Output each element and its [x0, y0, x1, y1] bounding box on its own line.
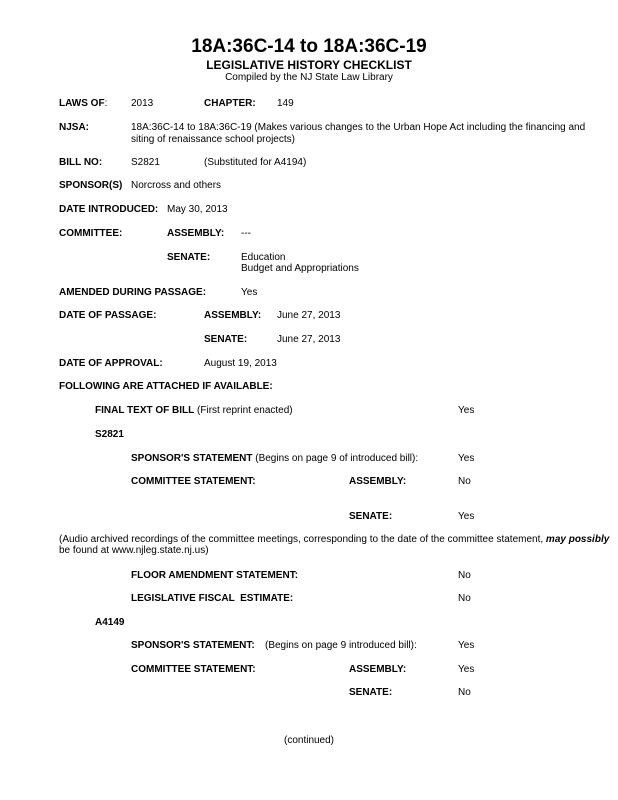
- final-text-note: (First reprint enacted): [194, 405, 293, 416]
- final-text-value: Yes: [458, 405, 475, 416]
- laws-of-colon: :: [104, 98, 108, 109]
- amended-value: Yes: [241, 287, 258, 298]
- audio-note-line-2: be found at www.njleg.state.nj.us): [59, 545, 209, 556]
- a4149-committee-stmt-label: COMMITTEE STATEMENT:: [131, 664, 256, 675]
- passage-senate-value: June 27, 2013: [277, 334, 341, 345]
- a4149-sponsor-stmt-value: Yes: [458, 640, 475, 651]
- attached-heading: FOLLOWING ARE ATTACHED IF AVAILABLE:: [59, 381, 273, 392]
- audio-note-emphasis: may possibly: [545, 534, 610, 545]
- a4149-senate-label: SENATE:: [349, 687, 393, 698]
- s2821-committee-stmt-label: COMMITTEE STATEMENT:: [131, 476, 256, 487]
- njsa-label: NJSA:: [59, 122, 90, 133]
- sponsors-label: SPONSOR(S): [59, 180, 123, 191]
- committee-assembly-label: ASSEMBLY:: [167, 228, 225, 239]
- approval-label: DATE OF APPROVAL:: [59, 358, 163, 369]
- chapter-value: 149: [277, 98, 294, 109]
- continued-note: (continued): [283, 735, 335, 746]
- date-introduced-value: May 30, 2013: [167, 204, 228, 215]
- document-subtitle: LEGISLATIVE HISTORY CHECKLIST: [206, 58, 412, 72]
- bill-no-note: (Substituted for A4194): [204, 157, 307, 168]
- njsa-value: 18A:36C-14 to 18A:36C-19 (Makes various changes to the Urban Hope Act including the financing and siting of renaissance school projects): [131, 122, 586, 145]
- final-text-label: FINAL TEXT OF BILL: [95, 405, 195, 416]
- chapter-label: CHAPTER:: [204, 98, 256, 109]
- date-introduced-label: DATE INTRODUCED:: [59, 204, 159, 215]
- approval-value: August 19, 2013: [204, 358, 277, 369]
- final-text-row: [95, 405, 293, 417]
- laws-of-value: 2013: [131, 98, 154, 109]
- fiscal-estimate-value: No: [458, 593, 471, 604]
- floor-amendment-label: FLOOR AMENDMENT STATEMENT:: [131, 570, 299, 581]
- floor-amendment-value: No: [458, 570, 471, 581]
- laws-of-row: [59, 98, 107, 110]
- s2821-assembly-value: No: [458, 476, 471, 487]
- committee-senate-value-1: Education: [241, 252, 286, 263]
- a4149-assembly-label: ASSEMBLY:: [349, 664, 407, 675]
- audio-note-text: (Audio archived recordings of the committee meetings, corresponding to the date of the committee statement,: [59, 534, 546, 545]
- passage-senate-label: SENATE:: [204, 334, 248, 345]
- s2821-sponsor-stmt-value: Yes: [458, 453, 475, 464]
- passage-assembly-value: June 27, 2013: [277, 310, 341, 321]
- committee-label: COMMITTEE:: [59, 228, 123, 239]
- s2821-label: S2821: [95, 429, 124, 440]
- committee-assembly-value: ---: [241, 228, 251, 239]
- a4149-sponsor-stmt-note: (Begins on page 9 introduced bill):: [265, 640, 417, 651]
- passage-assembly-label: ASSEMBLY:: [204, 310, 262, 321]
- amended-label: AMENDED DURING PASSAGE:: [59, 287, 207, 298]
- s2821-senate-value: Yes: [458, 511, 475, 522]
- passage-label: DATE OF PASSAGE:: [59, 310, 157, 321]
- sponsors-value: Norcross and others: [131, 180, 222, 191]
- committee-senate-label: SENATE:: [167, 252, 211, 263]
- document-title: 18A:36C-14 to 18A:36C-19: [191, 36, 427, 57]
- s2821-senate-label: SENATE:: [349, 511, 393, 522]
- a4149-label: A4149: [95, 617, 125, 628]
- a4149-sponsor-stmt-label: SPONSOR'S STATEMENT:: [131, 640, 255, 651]
- a4149-senate-value: No: [458, 687, 471, 698]
- bill-no-label: BILL NO:: [59, 157, 103, 168]
- s2821-assembly-label: ASSEMBLY:: [349, 476, 407, 487]
- committee-senate-value-2: Budget and Appropriations: [241, 263, 359, 274]
- s2821-sponsor-stmt-row: [131, 453, 418, 465]
- s2821-sponsor-stmt-label: SPONSOR'S STATEMENT: [131, 453, 253, 464]
- fiscal-estimate-label: LEGISLATIVE FISCAL ESTIMATE:: [131, 593, 294, 604]
- compiled-by: Compiled by the NJ State Law Library: [225, 72, 393, 83]
- bill-no-value: S2821: [131, 157, 160, 168]
- laws-of-label: LAWS OF: [59, 98, 105, 109]
- a4149-assembly-value: Yes: [458, 664, 475, 675]
- s2821-sponsor-stmt-note: (Begins on page 9 of introduced bill):: [252, 453, 419, 464]
